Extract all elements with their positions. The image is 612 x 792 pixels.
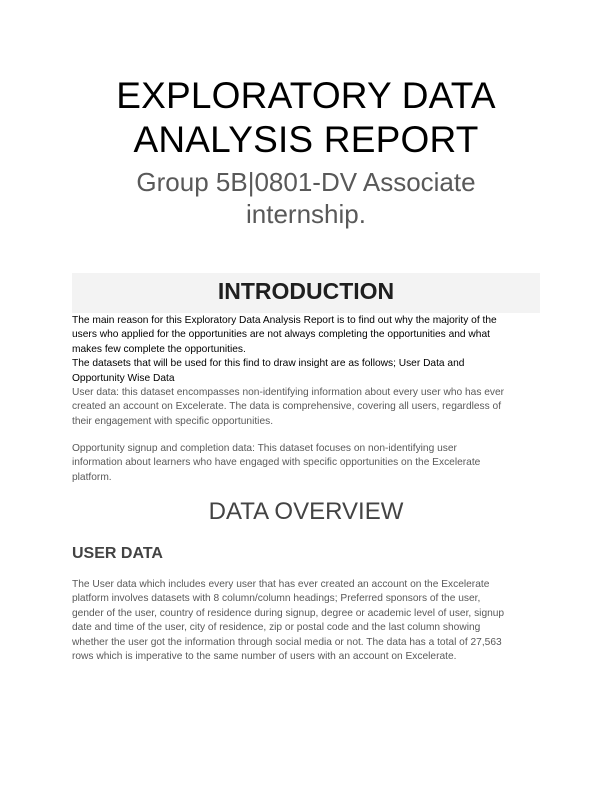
- text-line: The datasets that will be used for this find to draw insight are as follows; User Data and: [72, 358, 465, 370]
- user-data-paragraph: [72, 578, 542, 664]
- text-line: Opportunity signup and completion data: This dataset focuses on non-identifying user: [72, 443, 457, 454]
- report-subtitle-line-2: internship.: [246, 199, 366, 229]
- introduction-paragraph-opportunity-data: [72, 442, 542, 485]
- text-line: rows which is imperative to the same number of users with an account on Excelerate.: [72, 651, 457, 663]
- introduction-paragraph-user-data: [72, 386, 542, 429]
- text-line: date and time of the user, city of residence, zip or postal code and the last column showing: [72, 622, 481, 634]
- user-data-heading: USER DATA: [72, 545, 163, 562]
- text-line: created an account on Excelerate. The data is comprehensive, covering all users, regardless of: [72, 401, 502, 413]
- report-title-line-2: ANALYSIS REPORT: [133, 119, 479, 160]
- text-line: makes few complete the opportunities.: [72, 343, 246, 355]
- text-line: Opportunity Wise Data: [72, 372, 175, 384]
- report-subtitle-line-1: Group 5B|0801-DV Associate: [136, 167, 476, 197]
- text-line: The User data which includes every user that has ever created an account on the Excelerate: [72, 579, 490, 590]
- text-line: their engagement with specific opportunities.: [72, 415, 274, 427]
- text-line: The main reason for this Exploratory Data Analysis Report is to find out why the majority of the: [72, 315, 497, 326]
- report-title-line-1: EXPLORATORY DATA: [116, 75, 496, 116]
- text-line: whether the user got the information through social media or not. The data has a total of 27,563: [72, 636, 502, 648]
- text-line: platform involves datasets with 8 column/column headings; Preferred sponsors of the user,: [72, 593, 481, 605]
- text-line: platform.: [72, 471, 112, 483]
- text-line: User data: this dataset encompasses non-identifying information about every user who has ever: [72, 387, 505, 398]
- introduction-heading: INTRODUCTION: [217, 278, 395, 304]
- data-overview-heading: DATA OVERVIEW: [208, 498, 404, 525]
- text-line: information about learners who have engaged with specific opportunities on the Excelerate: [72, 457, 481, 469]
- introduction-paragraph-purpose: [72, 314, 542, 386]
- introduction-heading-band: [72, 273, 540, 313]
- text-line: gender of the user, country of residence during signup, degree or academic level of user, signup: [72, 607, 505, 619]
- text-line: users who applied for the opportunities are not always completing the opportunities and what: [72, 329, 490, 341]
